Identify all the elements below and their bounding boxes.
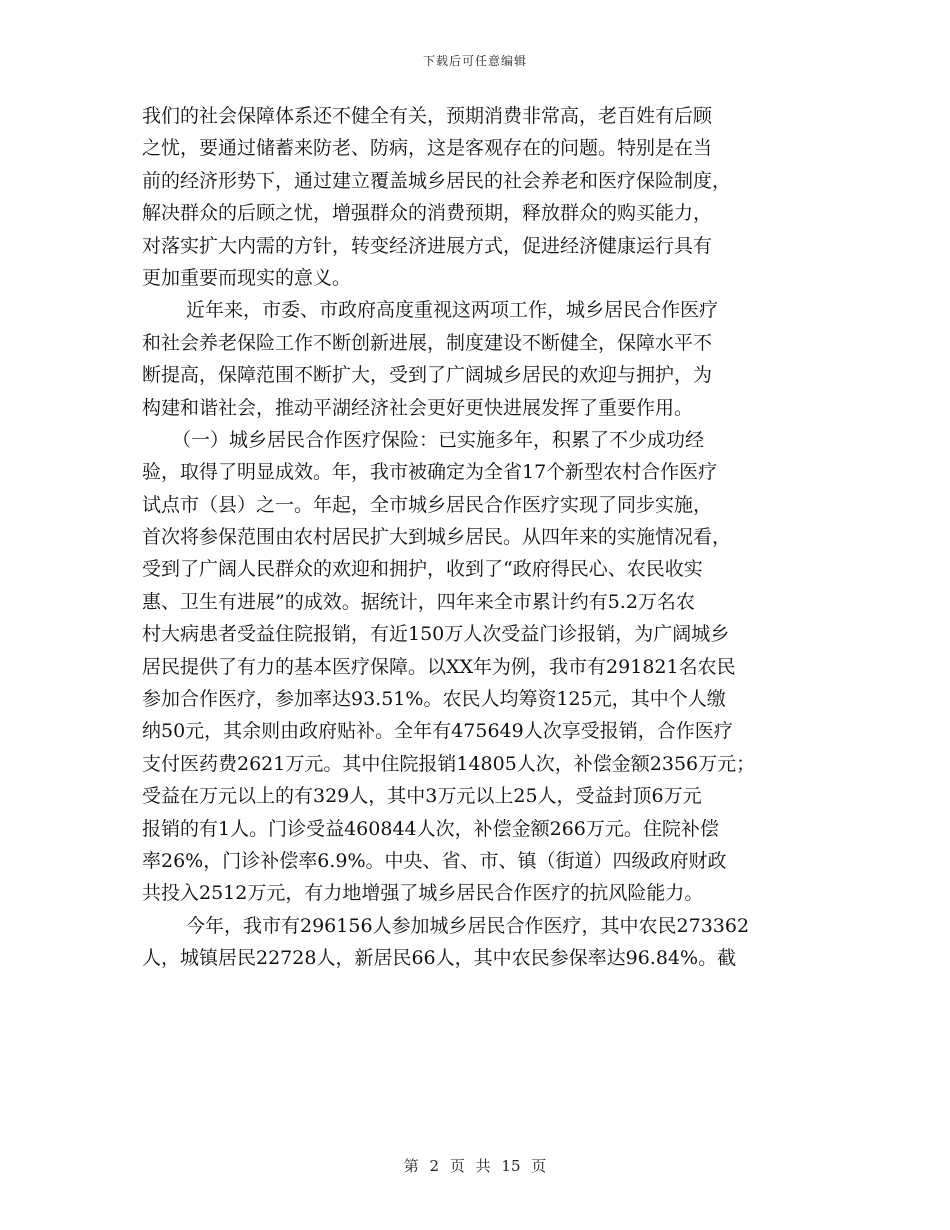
text-line: 验，取得了明显成效。年，我市被确定为全省17个新型农村合作医疗 (142, 461, 718, 484)
text-line: 参加合作医疗，参加率达93.51%。农民人均筹资125元，其中个人缴 (142, 688, 726, 711)
document-body (142, 100, 820, 975)
text-line: 共投入2512万元，有力地增强了城乡居民合作医疗的抗风险能力。 (142, 882, 704, 905)
text-line: 构建和谐社会，推动平湖经济社会更好更快进展发挥了重要作用。 (142, 396, 694, 419)
page-number: 2 (429, 1157, 440, 1175)
page-footer (0, 1155, 950, 1176)
text-line: 惠、卫生有进展”的成效。据统计，四年来全市累计约有5.2万名农 (142, 590, 695, 613)
paragraph-4 (142, 910, 820, 975)
page-label-prefix: 第 (403, 1157, 419, 1175)
paragraph-3 (142, 424, 820, 910)
text-line: 解决群众的后顾之忧，增强群众的消费预期，释放群众的购买能力， (142, 202, 713, 225)
text-line: 前的经济形势下，通过建立覆盖城乡居民的社会养老和医疗保险制度， (142, 169, 732, 192)
text-line: 今年，我市有296156人参加城乡居民合作医疗，其中农民273362 (186, 914, 750, 937)
text-line: 断提高，保障范围不断扩大，受到了广阔城乡居民的欢迎与拥护，为 (142, 364, 713, 387)
text-line: 率26%，门诊补偿率6.9%。中央、省、市、镇（街道）四级政府财政 (142, 849, 727, 872)
text-line: 我们的社会保障体系还不健全有关，预期消费非常高，老百姓有后顾 (142, 105, 713, 127)
text-line: 首次将参保范围由农村居民扩大到城乡居民。从四年来的实施情况看， (142, 526, 732, 549)
total-label: 共 (475, 1157, 491, 1175)
paragraph-2 (142, 294, 820, 424)
text-line: 居民提供了有力的基本医疗保障。以XX年为例，我市有291821名农民 (142, 655, 736, 678)
text-line: 受益在万元以上的有329人，其中3万元以上25人，受益封顶6万元 (142, 785, 702, 808)
page-label-suffix: 页 (531, 1157, 547, 1175)
text-line: 更加重要而现实的意义。 (142, 266, 352, 289)
text-line: 近年来，市委、市政府高度重视这两项工作，城乡居民合作医疗 (186, 299, 719, 322)
text-line: 试点市（县）之一。年起，全市城乡居民合作医疗实现了同步实施， (142, 493, 713, 516)
page-header: 下载后可任意编辑 (422, 54, 527, 68)
total-pages: 15 (501, 1157, 521, 1175)
paragraph-1 (142, 100, 820, 294)
text-line: 支付医药费2621万元。其中住院报销14805人次，补偿金额2356万元； (142, 752, 756, 775)
page-label-mid: 页 (449, 1157, 465, 1175)
text-line: 受到了广阔人民群众的欢迎和拥护，收到了“政府得民心、农民收实 (142, 558, 703, 581)
text-line: 之忧，要通过储蓄来防老、防病，这是客观存在的问题。特别是在当 (142, 137, 713, 160)
text-line: 人，城镇居民22728人，新居民66人，其中农民参保率达96.84%。截 (142, 947, 737, 970)
text-line: 对落实扩大内需的方针，转变经济进展方式，促进经济健康运行具有 (142, 234, 713, 257)
text-line: 报销的有1人。门诊受益460844人次，补偿金额266万元。住院补偿 (142, 817, 719, 840)
text-line: 村大病患者受益住院报销，有近150万人次受益门诊报销，为广阔城乡 (142, 623, 730, 646)
text-line: 纳50元，其余则由政府贴补。全年有475649人次享受报销，合作医疗 (142, 720, 733, 743)
text-line: （一）城乡居民合作医疗保险：已实施多年，积累了不少成功经 (172, 428, 705, 451)
text-line: 和社会养老保险工作不断创新进展，制度建设不断健全，保障水平不 (142, 331, 713, 354)
